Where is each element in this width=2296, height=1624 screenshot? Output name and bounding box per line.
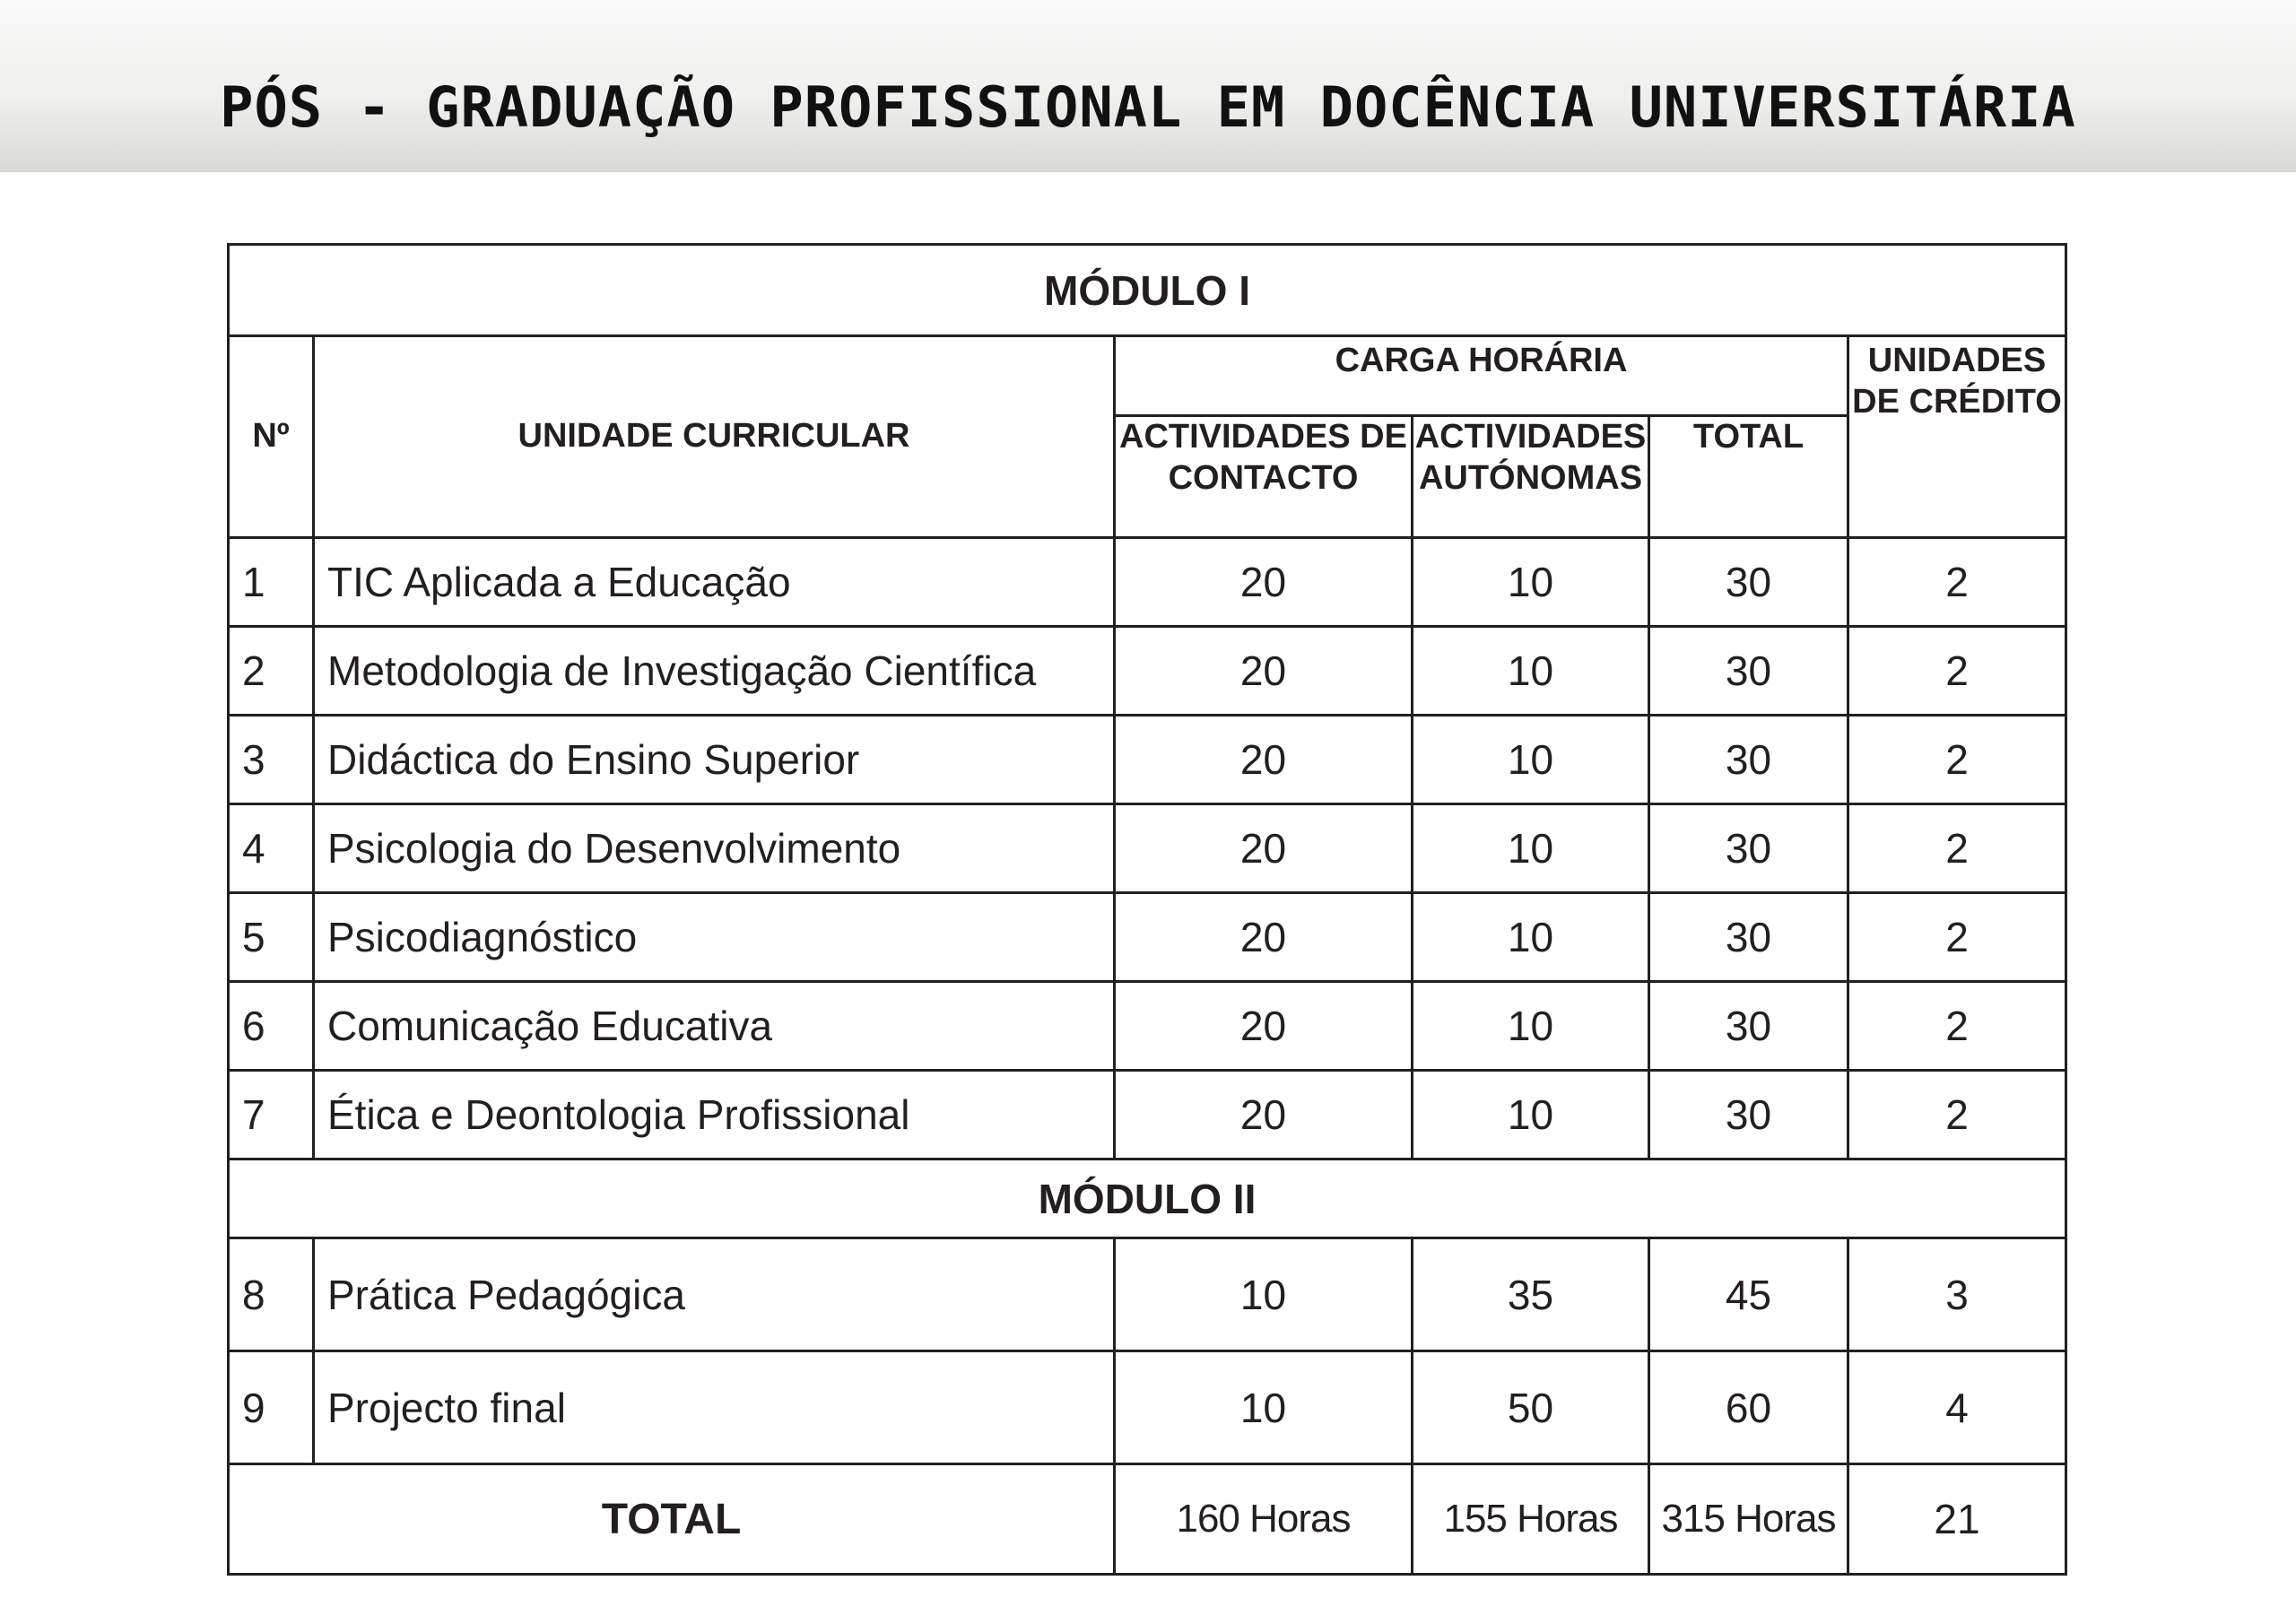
row-7-autonomous: 10	[1413, 1072, 1650, 1160]
row-2-autonomous: 10	[1413, 628, 1650, 716]
row-3-credits: 2	[1849, 716, 2065, 805]
row-3-contact: 20	[1116, 716, 1413, 805]
row-8-contact: 10	[1116, 1239, 1413, 1352]
row-9-autonomous: 50	[1413, 1352, 1650, 1465]
header-unit: UNIDADE CURRICULAR	[315, 337, 1116, 539]
row-6-contact: 20	[1116, 983, 1413, 1072]
row-7-unit: Ética e Deontologia Profissional	[315, 1072, 1116, 1160]
row-9-credits: 4	[1849, 1352, 2065, 1465]
row-5-contact: 20	[1116, 894, 1413, 983]
row-2-unit: Metodologia de Investigação Científica	[315, 628, 1116, 716]
row-8-number: 8	[230, 1239, 315, 1352]
row-7-contact: 20	[1116, 1072, 1413, 1160]
header-credits: UNIDADES DE CRÉDITO	[1849, 337, 2065, 539]
row-1-credits: 2	[1849, 539, 2065, 628]
row-5-total: 30	[1650, 894, 1849, 983]
row-5-autonomous: 10	[1413, 894, 1650, 983]
total-label: TOTAL	[230, 1465, 1116, 1573]
row-7-credits: 2	[1849, 1072, 2065, 1160]
row-9-number: 9	[230, 1352, 315, 1465]
row-5-unit: Psicodiagnóstico	[315, 894, 1116, 983]
row-9-unit: Projecto final	[315, 1352, 1116, 1465]
row-1-number: 1	[230, 539, 315, 628]
header-autonomous: ACTIVIDADES AUTÓNOMAS	[1413, 417, 1650, 539]
module-1-title: MÓDULO I	[230, 246, 2065, 337]
row-4-total: 30	[1650, 805, 1849, 894]
row-8-unit: Prática Pedagógica	[315, 1239, 1116, 1352]
row-7-number: 7	[230, 1072, 315, 1160]
row-4-autonomous: 10	[1413, 805, 1650, 894]
row-9-contact: 10	[1116, 1352, 1413, 1465]
row-8-credits: 3	[1849, 1239, 2065, 1352]
row-3-autonomous: 10	[1413, 716, 1650, 805]
row-6-autonomous: 10	[1413, 983, 1650, 1072]
row-4-credits: 2	[1849, 805, 2065, 894]
row-3-unit: Didáctica do Ensino Superior	[315, 716, 1116, 805]
page-title: PÓS - GRADUAÇÃO PROFISSIONAL EM DOCÊNCIA UNIVERSITÁRIA	[220, 74, 2076, 140]
header-contact: ACTIVIDADES DE CONTACTO	[1116, 417, 1413, 539]
row-5-credits: 2	[1849, 894, 2065, 983]
row-8-total: 45	[1650, 1239, 1849, 1352]
row-2-credits: 2	[1849, 628, 2065, 716]
row-1-contact: 20	[1116, 539, 1413, 628]
row-7-total: 30	[1650, 1072, 1849, 1160]
row-2-total: 30	[1650, 628, 1849, 716]
row-2-contact: 20	[1116, 628, 1413, 716]
total-credits: 21	[1934, 1496, 1980, 1542]
row-6-number: 6	[230, 983, 315, 1072]
curriculum-table	[227, 243, 2067, 1576]
row-6-total: 30	[1650, 983, 1849, 1072]
row-5-number: 5	[230, 894, 315, 983]
module-2-title: MÓDULO II	[230, 1160, 2065, 1239]
row-8-autonomous: 35	[1413, 1239, 1650, 1352]
row-2-number: 2	[230, 628, 315, 716]
row-1-unit: TIC Aplicada a Educação	[315, 539, 1116, 628]
row-4-contact: 20	[1116, 805, 1413, 894]
row-3-total: 30	[1650, 716, 1849, 805]
header-number: Nº	[230, 337, 315, 539]
row-4-number: 4	[230, 805, 315, 894]
row-6-credits: 2	[1849, 983, 2065, 1072]
total-hours: 315 Horas	[1650, 1465, 1849, 1573]
header-total: TOTAL	[1650, 417, 1849, 539]
row-1-autonomous: 10	[1413, 539, 1650, 628]
header-workload: CARGA HORÁRIA	[1116, 337, 1849, 417]
total-contact: 160 Horas	[1116, 1465, 1413, 1573]
row-9-total: 60	[1650, 1352, 1849, 1465]
row-6-unit: Comunicação Educativa	[315, 983, 1116, 1072]
row-1-total: 30	[1650, 539, 1849, 628]
row-3-number: 3	[230, 716, 315, 805]
total-autonomous: 155 Horas	[1413, 1465, 1650, 1573]
row-4-unit: Psicologia do Desenvolvimento	[315, 805, 1116, 894]
